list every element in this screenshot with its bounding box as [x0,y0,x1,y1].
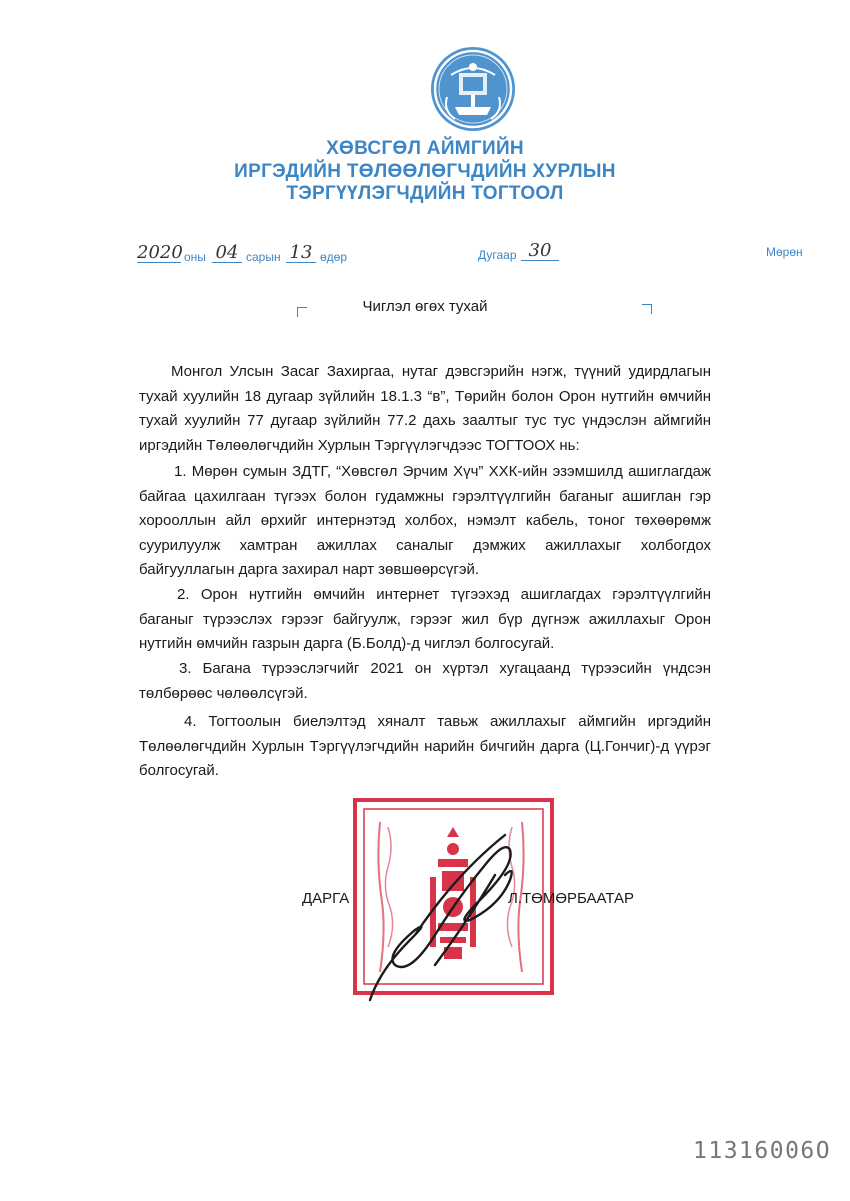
date-year-label: оны [184,250,206,264]
header-line-1: ХӨВСГӨЛ АЙМГИЙН [326,138,524,159]
document-serial-number: 11316006O [693,1138,832,1164]
date-month-label: сарын [246,250,281,264]
resolution-item-1: 1. Мөрөн сумын ЗДТГ, “Хөвсгөл Эрчим Хүч” ХХК-ийн эзэмшилд ашиглагдаж байгаа цахилгаан түгээх болон гудамжны гэрэлтүүлгийн баганыг ашиглан гэр хорооллын айл өрхийг интернэтэд холбох, нэмэлт кабель, тоног төхөөрөмж суурилуулж хамтран ажиллах саналыг дэмжих ажиллахыг холбогдох байгууллагын дарга захирал нарт зөвшөөрсүгэй. [139,463,711,578]
date-year: 2020 [137,242,183,263]
date-month: 04 [212,244,242,263]
number-label: Дугаар [478,248,517,262]
subject-title: Чиглэл өгөх тухай [362,298,488,315]
resolution-item-3: 3. Багана түрээслэгчийг 2021 он хүртэл хугацаанд түрээсийн үндсэн төлбөрөөс чөлөөлсүгэй. [139,660,711,702]
place-label: Мөрөн [766,245,803,259]
handwritten-signature [355,815,545,1005]
header-line-3: ТЭРГҮҮЛЭГЧДИЙН ТОГТООЛ [286,183,564,204]
intro-paragraph: Монгол Улсын Засаг Захиргаа, нутаг дэвсгэрийн нэгж, түүний удирдлагын тухай хуулийн 18 дугаар зүйлийн 18.1.3 “в”, Төрийн болон Орон нутгийн өмчийн тухай хуулийн 77 дугаар зүйлийн 77.2 дахь заалтыг тус тус үндэслэн аймгийн иргэдийн Төлөөлөгчдийн Хурлын Тэргүүлэгчдээс ТОГТООХ нь: [139,363,711,454]
resolution-item-4: 4. Тогтоолын биелэлтэд хяналт тавьж ажиллахыг аймгийн иргэдийн Төлөөлөгчдийн Хурлын Тэргүүлэгчдийн нарийн бичгийн дарга (Ц.Гончиг)-д үүрэг болгосугай. [139,713,711,779]
resolution-item-2: 2. Орон нутгийн өмчийн интернет түгээхэд ашиглагдах гэрэлтүүлгийн баганыг түрээслэх гэрээг байгуулж, гэрээг жил бүр дүгнэж ажиллахыг Орон нутгийн өмчийн газрын дарга (Б.Болд)-д чиглэл болгосугай. [139,586,711,652]
resolution-number: 30 [521,242,559,261]
header-line-2: ИРГЭДИЙН ТӨЛӨӨЛӨГЧДИЙН ХУРЛЫН [234,161,616,182]
signatory-name: Л.ТӨМӨРБААТАР [508,890,635,907]
date-day: 13 [286,244,316,263]
state-emblem-icon [429,45,517,133]
date-day-label: өдөр [320,250,348,264]
signatory-role: ДАРГА [302,890,350,907]
